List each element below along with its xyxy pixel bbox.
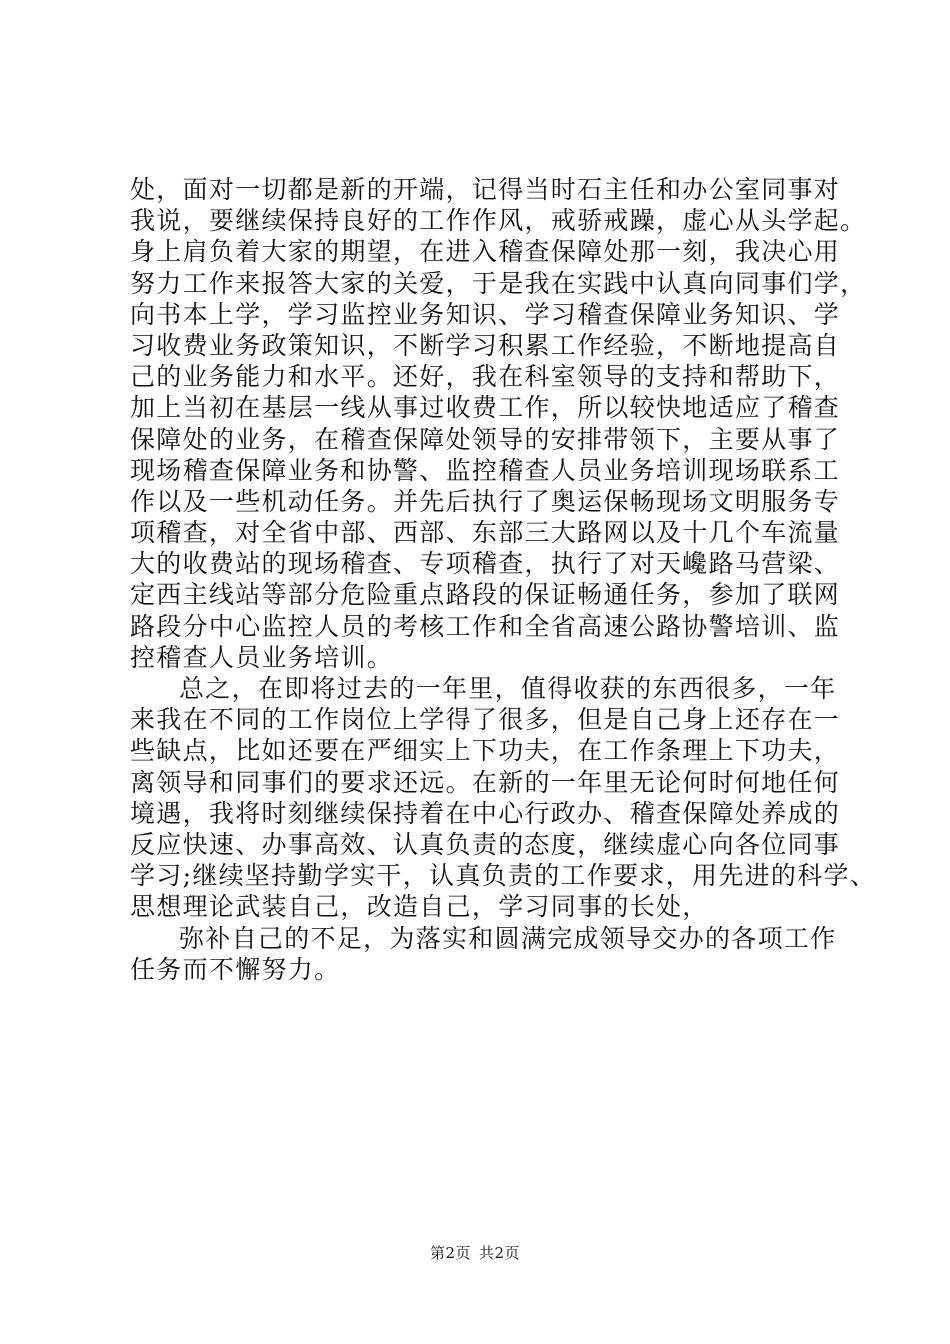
text-line: 努力工作来报答大家的关爱，于是我在实践中认真向同事们学， bbox=[130, 268, 867, 298]
text-line: 项稽查，对全省中部、西部、东部三大路网以及十几个车流量 bbox=[130, 518, 841, 548]
document-body bbox=[130, 174, 877, 985]
text-line: 总之，在即将过去的一年里，值得收获的东西很多，一年 bbox=[179, 674, 837, 703]
text-line: 大的收费站的现场稽查、专项稽查，执行了对天巉路马营梁、 bbox=[130, 549, 841, 579]
paragraph-3 bbox=[130, 923, 837, 985]
text-line: 任务而不懈努力。 bbox=[130, 954, 341, 984]
text-line: 反应快速、办事高效、认真负责的态度，继续虚心向各位同事 bbox=[130, 829, 841, 859]
text-line: 思想理论武装自己，改造自己，学习同事的长处， bbox=[130, 892, 709, 922]
text-line: 习收费业务政策知识，不断学习积累工作经验，不断地提高自 bbox=[130, 330, 841, 360]
text-line: 定西主线站等部分危险重点路段的保证畅通任务，参加了联网 bbox=[130, 580, 841, 610]
paragraph-1 bbox=[130, 174, 867, 673]
paragraph-2 bbox=[130, 673, 877, 923]
text-line: 来我在不同的工作岗位上学得了很多，但是自己身上还存在一 bbox=[130, 705, 841, 735]
text-line: 作以及一些机动任务。并先后执行了奥运保畅现场文明服务专 bbox=[130, 486, 841, 516]
text-line: 现场稽查保障业务和协警、监控稽查人员业务培训现场联系工 bbox=[130, 455, 841, 485]
text-line: 处，面对一切都是新的开端，记得当时石主任和办公室同事对 bbox=[130, 175, 841, 204]
text-line: 加上当初在基层一线从事过收费工作，所以较快地适应了稽查 bbox=[130, 393, 841, 423]
text-line: 路段分中心监控人员的考核工作和全省高速公路协警培训、监 bbox=[130, 611, 841, 641]
page-number: 第2页 bbox=[429, 1244, 471, 1262]
text-line: 些缺点，比如还要在严细实上下功夫，在工作条理上下功夫， bbox=[130, 736, 841, 766]
text-line: 我说，要继续保持良好的工作作风，戒骄戒躁，虚心从头学起。 bbox=[130, 206, 867, 236]
text-line: 身上肩负着大家的期望，在进入稽查保障处那一刻，我决心用 bbox=[130, 237, 841, 267]
text-line: 弥补自己的不足，为落实和圆满完成领导交办的各项工作 bbox=[179, 923, 837, 953]
text-line: 境遇，我将时刻继续保持着在中心行政办、稽查保障处养成的 bbox=[130, 798, 841, 828]
text-line: 离领导和同事们的要求还远。在新的一年里无论何时何地任何 bbox=[130, 767, 841, 797]
text-line: 己的业务能力和水平。还好，我在科室领导的支持和帮助下， bbox=[130, 362, 841, 392]
page-footer bbox=[0, 1243, 950, 1263]
text-line: 控稽查人员业务培训。 bbox=[130, 642, 394, 672]
text-line: 保障处的业务，在稽查保障处领导的安排带领下，主要从事了 bbox=[130, 424, 841, 454]
page-total: 共2页 bbox=[479, 1244, 521, 1262]
text-line: 学习;继续坚持勤学实干，认真负责的工作要求，用先进的科学、 bbox=[130, 861, 877, 891]
text-line: 向书本上学，学习监控业务知识、学习稽查保障业务知识、学 bbox=[130, 299, 841, 329]
